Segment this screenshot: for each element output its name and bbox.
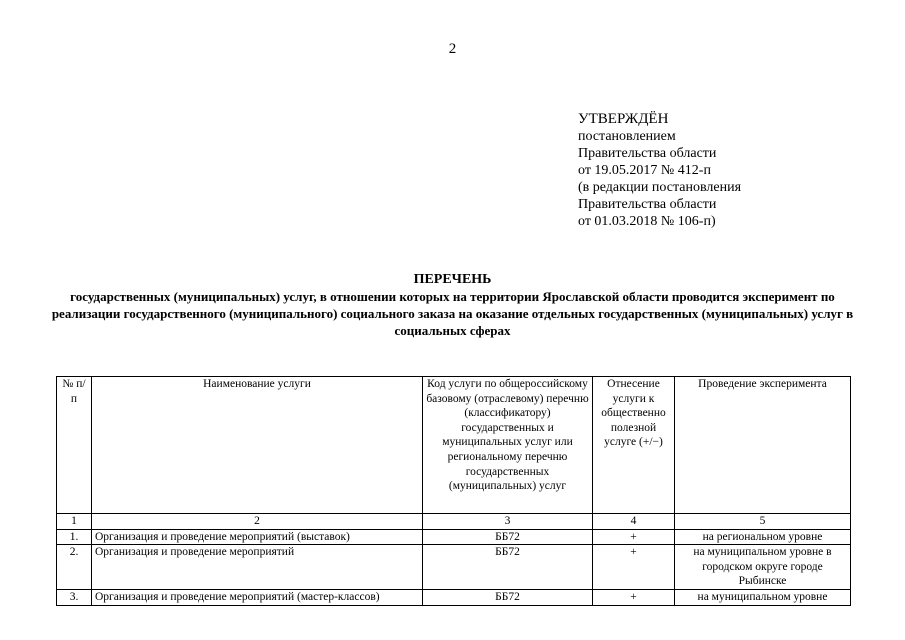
row-number: 3.	[57, 589, 92, 605]
column-number: 5	[675, 514, 851, 530]
column-number-row	[57, 514, 851, 530]
approval-line: Правительства области	[578, 146, 717, 161]
row-experiment: на муниципальном уровне в городском округе городе Рыбинске	[675, 545, 851, 590]
header-service-name: Наименование услуги	[92, 377, 423, 514]
row-service-code: ББ72	[423, 545, 593, 590]
header-service-code: Код услуги по общероссийскому базовому (отраслевому) перечню (классификатору) государственных и муниципальных услуг или региональному перечню государственных (муниципальных) услуг	[423, 377, 593, 514]
row-service-code: ББ72	[423, 589, 593, 605]
row-socially-useful: +	[593, 589, 675, 605]
approval-line: от 01.03.2018 № 106-п)	[578, 214, 716, 229]
header-socially-useful: Отнесение услуги к общественно полезной услуге (+/−)	[593, 377, 675, 514]
approval-line: от 19.05.2017 № 412-п	[578, 163, 711, 178]
table-row	[57, 545, 851, 590]
row-number: 2.	[57, 545, 92, 590]
table-row	[57, 589, 851, 605]
services-table	[56, 376, 851, 606]
row-socially-useful: +	[593, 545, 675, 590]
column-number: 1	[57, 514, 92, 530]
approval-line: Правительства области	[578, 197, 717, 212]
document-title: ПЕРЕЧЕНЬ	[413, 272, 492, 287]
row-service-name: Организация и проведение мероприятий	[92, 545, 423, 590]
row-socially-useful: +	[593, 529, 675, 545]
column-number: 4	[593, 514, 675, 530]
table-row	[57, 529, 851, 545]
approval-line: (в редакции постановления	[578, 180, 742, 195]
row-service-name: Организация и проведение мероприятий (мастер-классов)	[92, 589, 423, 605]
row-service-name: Организация и проведение мероприятий (выставок)	[92, 529, 423, 545]
page-number: 2	[448, 41, 457, 57]
table-header-row	[57, 377, 851, 514]
row-experiment: на муниципальном уровне	[675, 589, 851, 605]
row-service-code: ББ72	[423, 529, 593, 545]
approval-line: постановлением	[578, 129, 676, 144]
header-number: № п/п	[57, 377, 92, 514]
document-subtitle: государственных (муниципальных) услуг, в отношении которых на территории Ярославской области проводится эксперимент по реализации государственного (муниципального) социального заказа на оказание отдельных государственных (муниципальных) услуг в социальных сферах	[51, 289, 854, 338]
column-number: 3	[423, 514, 593, 530]
row-experiment: на региональном уровне	[675, 529, 851, 545]
header-experiment: Проведение эксперимента	[675, 377, 851, 514]
approval-line: УТВЕРЖДЁН	[578, 111, 669, 127]
column-number: 2	[92, 514, 423, 530]
row-number: 1.	[57, 529, 92, 545]
approval-block	[578, 110, 741, 230]
